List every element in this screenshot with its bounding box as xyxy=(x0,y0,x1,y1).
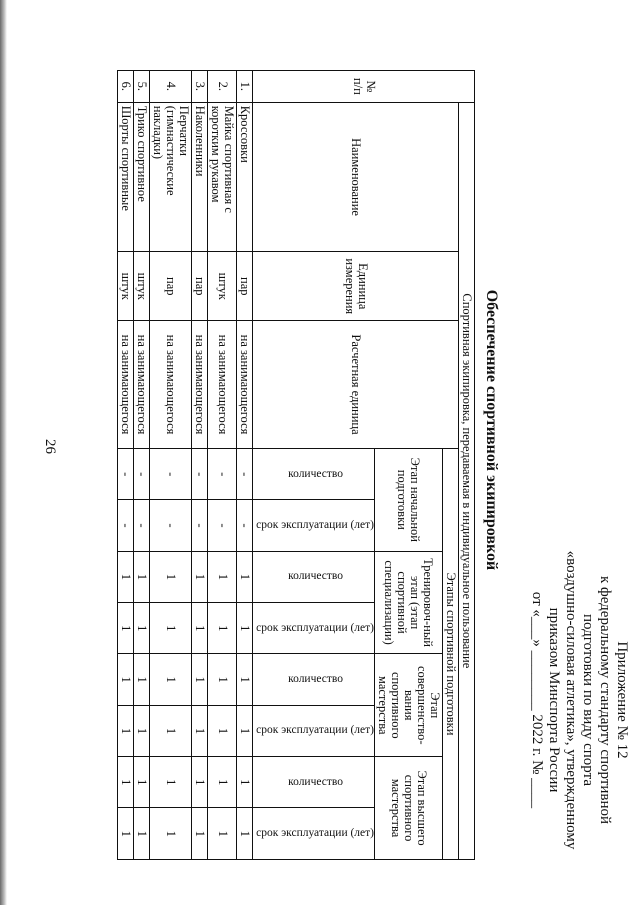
table-row xyxy=(118,71,134,860)
row-number: 3. xyxy=(192,71,208,103)
item-value: 1 xyxy=(237,705,253,756)
item-calc-unit: на занимающегося xyxy=(237,321,253,449)
subheader-term: срок эксплуатации (лет) xyxy=(253,705,375,756)
item-unit: пар xyxy=(237,252,253,321)
item-value: - xyxy=(150,448,192,499)
item-unit: штук xyxy=(118,252,134,321)
item-value: 1 xyxy=(208,603,237,654)
item-value: 1 xyxy=(134,603,150,654)
subheader-quantity: количество xyxy=(253,757,375,808)
appendix-line: Приложение № 12 xyxy=(614,641,630,759)
row-number: 1. xyxy=(237,71,253,103)
item-value: - xyxy=(118,448,134,499)
row-number: 2. xyxy=(208,71,237,103)
item-name: Кроссовки xyxy=(237,102,253,252)
item-value: - xyxy=(134,448,150,499)
item-value: 1 xyxy=(118,808,134,860)
item-value: 1 xyxy=(192,603,208,654)
item-value: 1 xyxy=(237,808,253,860)
item-value: 1 xyxy=(150,757,192,808)
item-value: - xyxy=(208,448,237,499)
rotated-page-content xyxy=(40,20,640,880)
item-value: - xyxy=(150,500,192,551)
item-value: - xyxy=(208,500,237,551)
appendix-line: от «___» ________ 2022 г. № ____ xyxy=(529,591,545,809)
item-value: - xyxy=(192,500,208,551)
table-row xyxy=(208,71,237,860)
item-calc-unit: на занимающегося xyxy=(192,321,208,449)
item-value: 1 xyxy=(237,603,253,654)
item-value: 1 xyxy=(237,654,253,705)
appendix-block xyxy=(528,540,630,860)
item-calc-unit: на занимающегося xyxy=(134,321,150,449)
item-value: - xyxy=(192,448,208,499)
subheader-quantity: количество xyxy=(253,551,375,602)
stage-header: Этап начальной подготовки xyxy=(375,448,443,551)
stage-header: Тренировоч-ный этап (этап спортивной специализации) xyxy=(375,551,443,654)
appendix-line: «воздушно-силовая атлетика», утвержденному xyxy=(563,550,579,850)
appendix-line: приказом Минспорта России xyxy=(546,607,562,793)
item-value: 1 xyxy=(150,603,192,654)
item-value: 1 xyxy=(192,551,208,602)
appendix-line: подготовки по виду спорта xyxy=(580,614,596,786)
item-value: 1 xyxy=(118,551,134,602)
item-name: Майка спортивная с коротким рукавом xyxy=(208,102,237,252)
row-number: 4. xyxy=(150,71,192,103)
item-value: 1 xyxy=(118,757,134,808)
row-number: 6. xyxy=(118,71,134,103)
stage-header: Этап высшего спортивного мастерства xyxy=(375,757,443,860)
subheader-term: срок эксплуатации (лет) xyxy=(253,603,375,654)
item-name: Наколенники xyxy=(192,102,208,252)
item-value: 1 xyxy=(134,551,150,602)
item-value: 1 xyxy=(192,654,208,705)
document-title: Обеспечение спортивной экипировкой xyxy=(483,289,500,571)
item-value: 1 xyxy=(134,757,150,808)
item-value: 1 xyxy=(208,808,237,860)
item-value: 1 xyxy=(208,654,237,705)
row-number: 5. xyxy=(134,71,150,103)
item-value: 1 xyxy=(208,551,237,602)
table-row xyxy=(192,71,208,860)
item-value: 1 xyxy=(118,603,134,654)
page-number: 26 xyxy=(42,439,58,454)
table-row xyxy=(134,71,150,860)
item-value: - xyxy=(134,500,150,551)
scan-edge xyxy=(0,0,7,905)
item-value: 1 xyxy=(134,808,150,860)
header-num: № п/п xyxy=(253,71,475,103)
table-row xyxy=(237,71,253,860)
item-value: 1 xyxy=(192,757,208,808)
header-calc: Расчетная единица xyxy=(253,321,459,449)
header-name: Наименование xyxy=(253,102,459,252)
item-value: - xyxy=(237,448,253,499)
item-value: 1 xyxy=(208,705,237,756)
header-top: Спортивная экипировка, передаваемая в индивидуальное пользование xyxy=(459,102,475,859)
item-value: 1 xyxy=(118,654,134,705)
item-value: 1 xyxy=(192,705,208,756)
item-value: 1 xyxy=(150,808,192,860)
subheader-term: срок эксплуатации (лет) xyxy=(253,500,375,551)
item-value: 1 xyxy=(118,705,134,756)
item-value: 1 xyxy=(150,654,192,705)
item-unit: штук xyxy=(208,252,237,321)
item-value: 1 xyxy=(192,808,208,860)
item-name: Перчатки (гимнастические накладки) xyxy=(150,102,192,252)
item-value: 1 xyxy=(237,757,253,808)
subheader-quantity: количество xyxy=(253,448,375,499)
item-value: 1 xyxy=(150,705,192,756)
item-calc-unit: на занимающегося xyxy=(208,321,237,449)
stage-header: Этап совершенство-вания спортивного мастерства xyxy=(375,654,443,757)
item-value: - xyxy=(118,500,134,551)
table-row xyxy=(150,71,192,860)
item-name: Шорты спортивные xyxy=(118,102,134,252)
header-stages: Этапы спортивной подготовки xyxy=(443,448,459,859)
item-unit: пар xyxy=(150,252,192,321)
subheader-quantity: количество xyxy=(253,654,375,705)
item-calc-unit: на занимающегося xyxy=(150,321,192,449)
header-unit: Единица измерения xyxy=(253,252,459,321)
item-value: 1 xyxy=(150,551,192,602)
item-value: 1 xyxy=(134,705,150,756)
item-value: 1 xyxy=(134,654,150,705)
item-value: 1 xyxy=(237,551,253,602)
subheader-term: срок эксплуатации (лет) xyxy=(253,808,375,860)
item-calc-unit: на занимающегося xyxy=(118,321,134,449)
item-value: - xyxy=(237,500,253,551)
appendix-line: к федеральному стандарту спортивной xyxy=(597,575,613,825)
equipment-table xyxy=(117,70,475,860)
item-name: Трико спортивное xyxy=(134,102,150,252)
item-unit: штук xyxy=(134,252,150,321)
item-unit: пар xyxy=(192,252,208,321)
item-value: 1 xyxy=(208,757,237,808)
